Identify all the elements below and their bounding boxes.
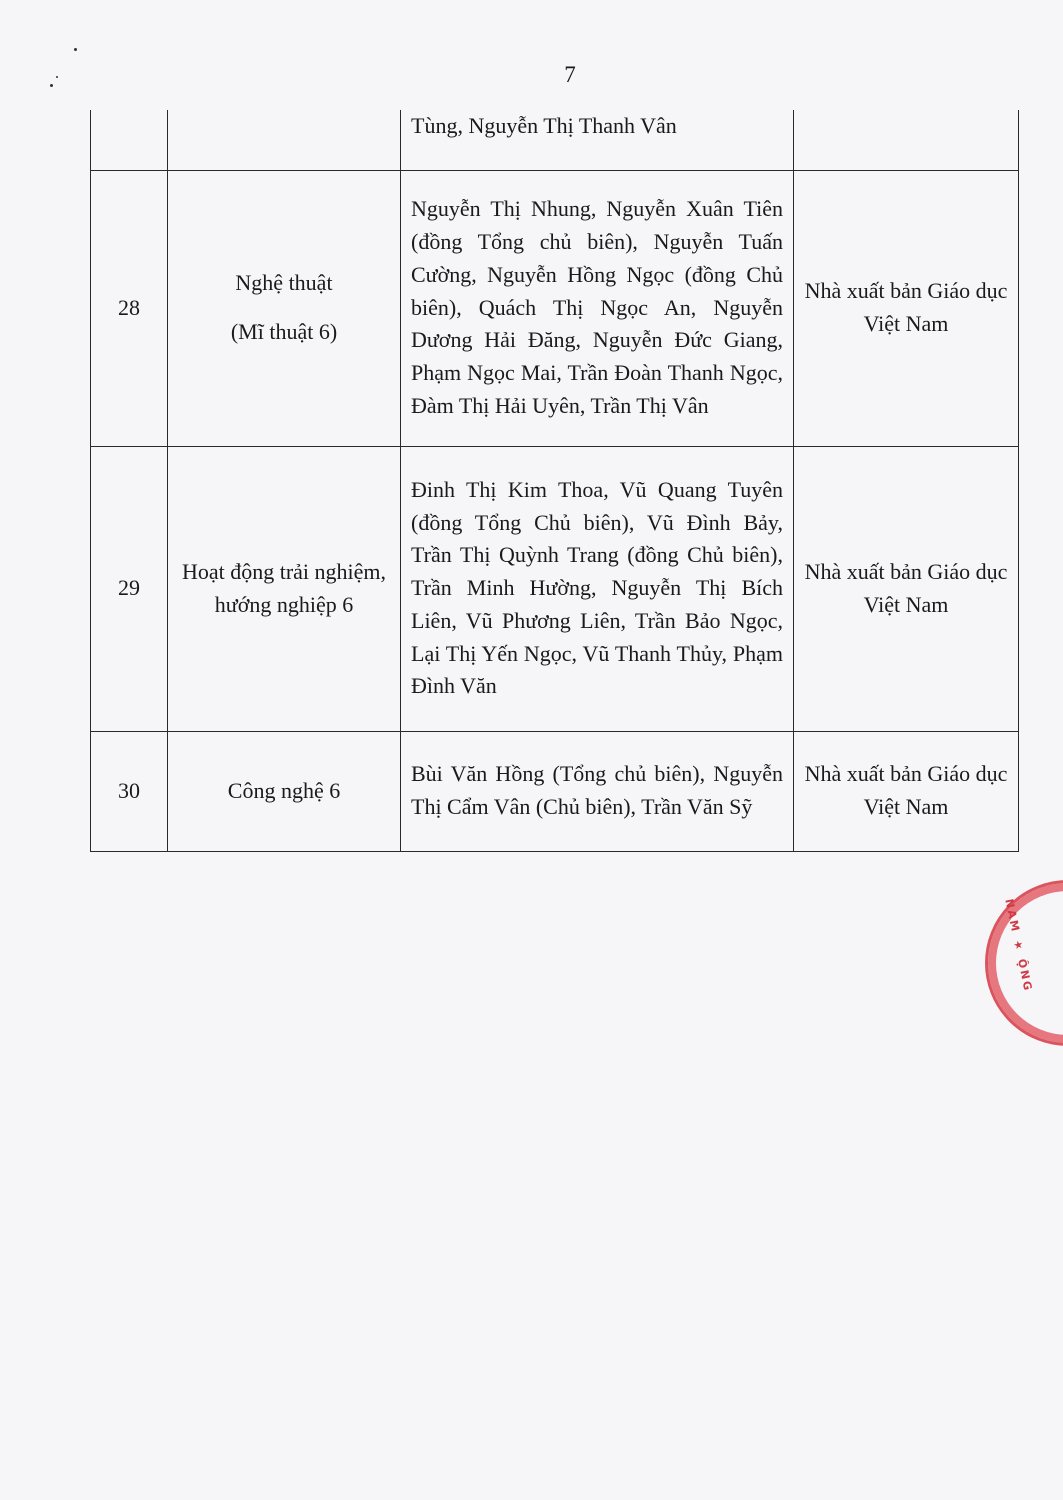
official-seal-text: NAM ★ ỘNG [1002, 897, 1035, 994]
book-authors: Đinh Thị Kim Thoa, Vũ Quang Tuyên (đồng Tổng Chủ biên), Vũ Đình Bảy, Trần Thị Quỳnh Trang (đồng Chủ biên), Trần Minh Hường, Nguyễn Thị Bích Liên, Vũ Phương Liên, Trần Bảo Ngọc, Lại Thị Yến Ngọc, Vũ Thanh Thủy, Phạm Đình Văn [401, 446, 794, 731]
table-row [91, 731, 1019, 851]
row-number: 30 [91, 731, 168, 851]
book-title [168, 110, 401, 170]
book-authors: Bùi Văn Hồng (Tổng chủ biên), Nguyễn Thị Cẩm Vân (Chủ biên), Trần Văn Sỹ [401, 731, 794, 851]
book-title [168, 170, 401, 446]
scan-speck [74, 48, 77, 51]
textbook-table [90, 110, 1019, 852]
row-number: 29 [91, 446, 168, 731]
table-row [91, 446, 1019, 731]
book-authors: Nguyễn Thị Nhung, Nguyễn Xuân Tiên (đồng Tổng chủ biên), Nguyễn Tuấn Cường, Nguyễn Hồng Ngọc (đồng Chủ biên), Quách Thị Ngọc An, Nguyễn Dương Hải Đăng, Nguyễn Đức Giang, Phạm Ngọc Mai, Trần Đoàn Thanh Ngọc, Đàm Thị Hải Uyên, Trần Thị Vân [401, 170, 794, 446]
book-publisher: Nhà xuất bản Giáo dục Việt Nam [794, 170, 1019, 446]
row-number [91, 110, 168, 170]
book-title-text: Hoạt động trải nghiệm, hướng nghiệp 6 [181, 558, 387, 617]
book-authors: Tùng, Nguyễn Thị Thanh Vân [401, 110, 794, 170]
book-title-text: Công nghệ 6 [227, 777, 341, 803]
row-number: 28 [91, 170, 168, 446]
book-publisher: Nhà xuất bản Giáo dục Việt Nam [794, 446, 1019, 731]
book-title [168, 731, 401, 851]
table-row [91, 170, 1019, 446]
page-number: 7 [564, 62, 576, 87]
book-publisher: Nhà xuất bản Giáo dục Việt Nam [794, 731, 1019, 851]
book-title-text: Nghệ thuật [235, 270, 333, 296]
book-title [168, 446, 401, 731]
book-publisher [794, 110, 1019, 170]
table-row [91, 110, 1019, 170]
book-title-subtitle: (Mĩ thuật 6) [230, 319, 338, 344]
